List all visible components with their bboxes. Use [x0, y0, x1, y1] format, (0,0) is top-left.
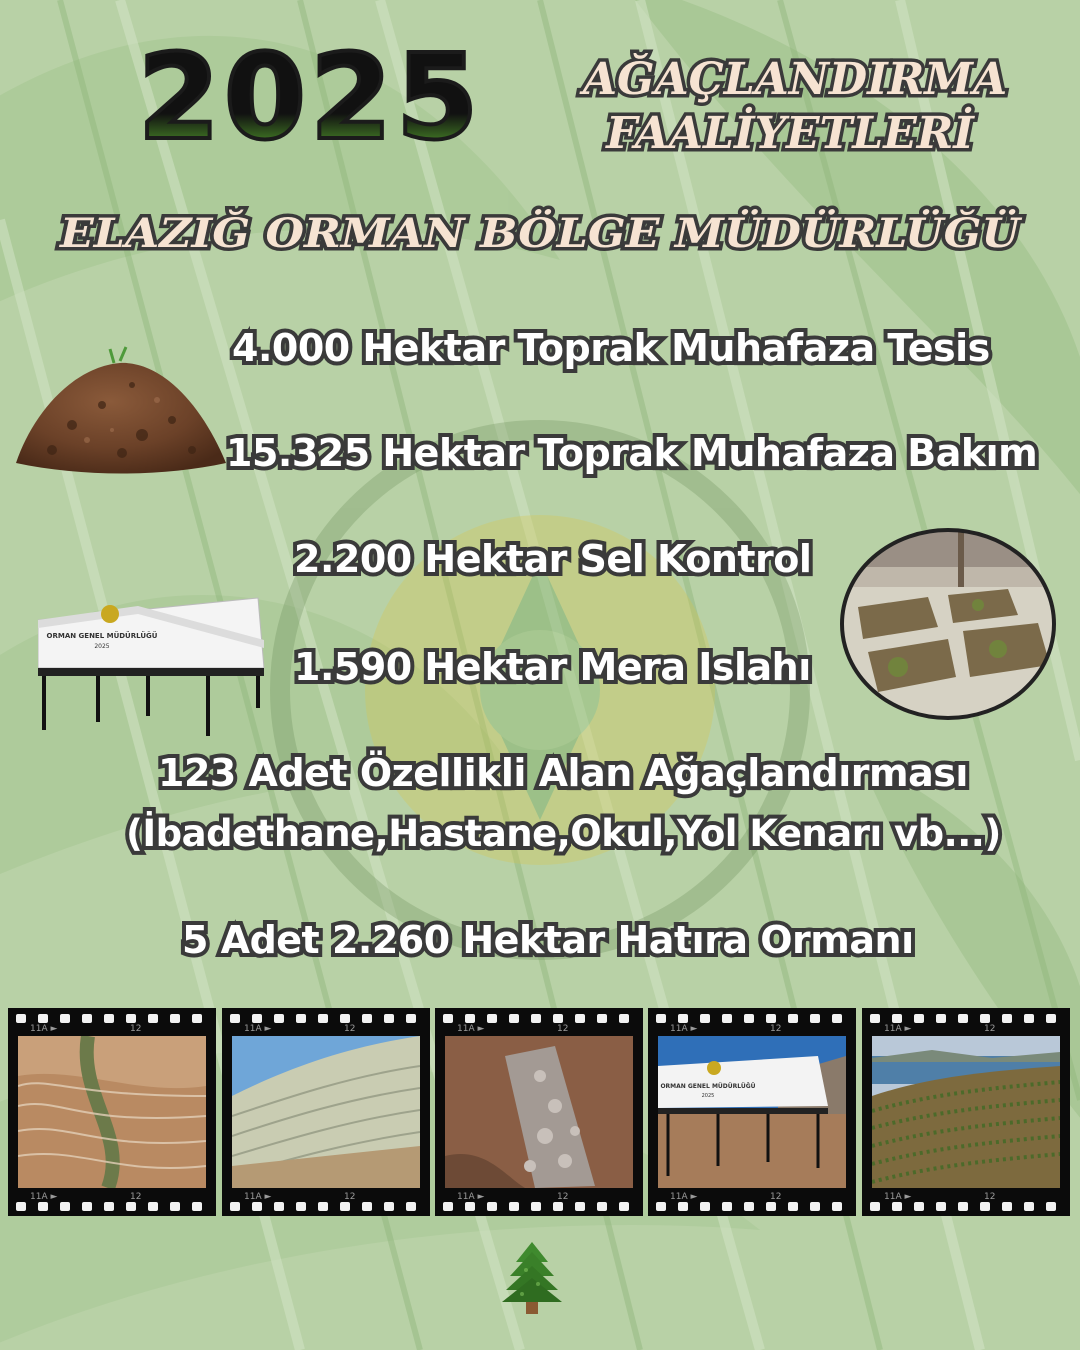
film-label: 12: [984, 1024, 996, 1034]
terraced-slope-photo: [232, 1036, 420, 1188]
shed-sign-line2: 2025: [701, 1093, 715, 1099]
film-label: 12: [130, 1192, 142, 1202]
stat-memorial-forest: 5 Adet 2.260 Hektar Hatıra Ormanı: [182, 918, 914, 962]
film-sprocket-holes: [435, 1200, 643, 1214]
tree-nursery-shed-image: [38, 590, 268, 740]
film-label: 12: [770, 1192, 782, 1202]
film-label: 12: [130, 1024, 142, 1034]
film-label: 12: [984, 1192, 996, 1202]
film-label: 11A ►: [244, 1192, 272, 1202]
film-frame-2: [222, 1008, 430, 1216]
terraced-lakeside-forest-photo: [872, 1036, 1060, 1188]
directorate-subtitle: [40, 195, 1040, 275]
shed-sign-line2: 2025: [94, 643, 110, 650]
stat-special-area-afforestation: 123 Adet Özellikli Alan Ağaçlandırması: [158, 751, 968, 795]
film-frame-3: [435, 1008, 643, 1216]
film-sprocket-holes: [222, 1200, 430, 1214]
title-line-2: FAALİYETLERİ: [606, 108, 974, 159]
pine-tree-icon: [500, 1240, 564, 1318]
shed-sign-line1: ORMAN GENEL MÜDÜRLÜĞÜ: [46, 632, 158, 640]
film-label: 11A ►: [670, 1024, 698, 1034]
film-label: 11A ►: [884, 1192, 912, 1202]
title-line-1: AĞAÇLANDIRMA: [582, 54, 1008, 105]
film-sprocket-holes: [8, 1200, 216, 1214]
stat-special-area-examples: (İbadethane,Hastane,Okul,Yol Kenarı vb...): [126, 812, 1001, 855]
year-heading: [100, 40, 520, 160]
flood-control-site-photo: [838, 527, 1058, 722]
film-label: 11A ►: [244, 1024, 272, 1034]
film-label: 11A ►: [30, 1024, 58, 1034]
film-label: 11A ►: [457, 1192, 485, 1202]
film-label: 11A ►: [884, 1024, 912, 1034]
film-label: 11A ►: [30, 1192, 58, 1202]
film-label: 12: [770, 1024, 782, 1034]
film-frame-5: [862, 1008, 1070, 1216]
activities-title: [540, 46, 1060, 166]
terraced-hills-aerial-photo: [18, 1036, 206, 1188]
film-label: 11A ►: [457, 1024, 485, 1034]
soil-pile-image: [12, 345, 230, 485]
nursery-shed-photo: [658, 1036, 846, 1188]
film-sprocket-holes: [862, 1200, 1070, 1214]
stat-soil-conservation-maintenance: 15.325 Hektar Toprak Muhafaza Bakım: [226, 431, 1038, 475]
stat-flood-control: 2.200 Hektar Sel Kontrol: [294, 537, 812, 581]
film-label: 12: [344, 1024, 356, 1034]
forestry-emblem-icon: [101, 605, 119, 623]
shed-sign-line1: ORMAN GENEL MÜDÜRLÜĞÜ: [660, 1083, 756, 1090]
stone-check-dam-photo: [445, 1036, 633, 1188]
film-label: 12: [557, 1024, 569, 1034]
svg-text:2025: 2025: [137, 40, 483, 160]
film-frame-4: [648, 1008, 856, 1216]
svg-text:ELAZIĞ ORMAN BÖLGE MÜDÜRLÜĞÜ: ELAZIĞ ORMAN BÖLGE MÜDÜRLÜĞÜ: [58, 210, 1023, 257]
film-label: 12: [557, 1192, 569, 1202]
film-label: 11A ►: [670, 1192, 698, 1202]
film-label: 12: [344, 1192, 356, 1202]
stat-pasture-improvement: 1.590 Hektar Mera Islahı: [294, 645, 811, 689]
film-sprocket-holes: [648, 1200, 856, 1214]
film-frame-1: [8, 1008, 216, 1216]
stat-soil-conservation-facility: 4.000 Hektar Toprak Muhafaza Tesis: [232, 326, 990, 370]
